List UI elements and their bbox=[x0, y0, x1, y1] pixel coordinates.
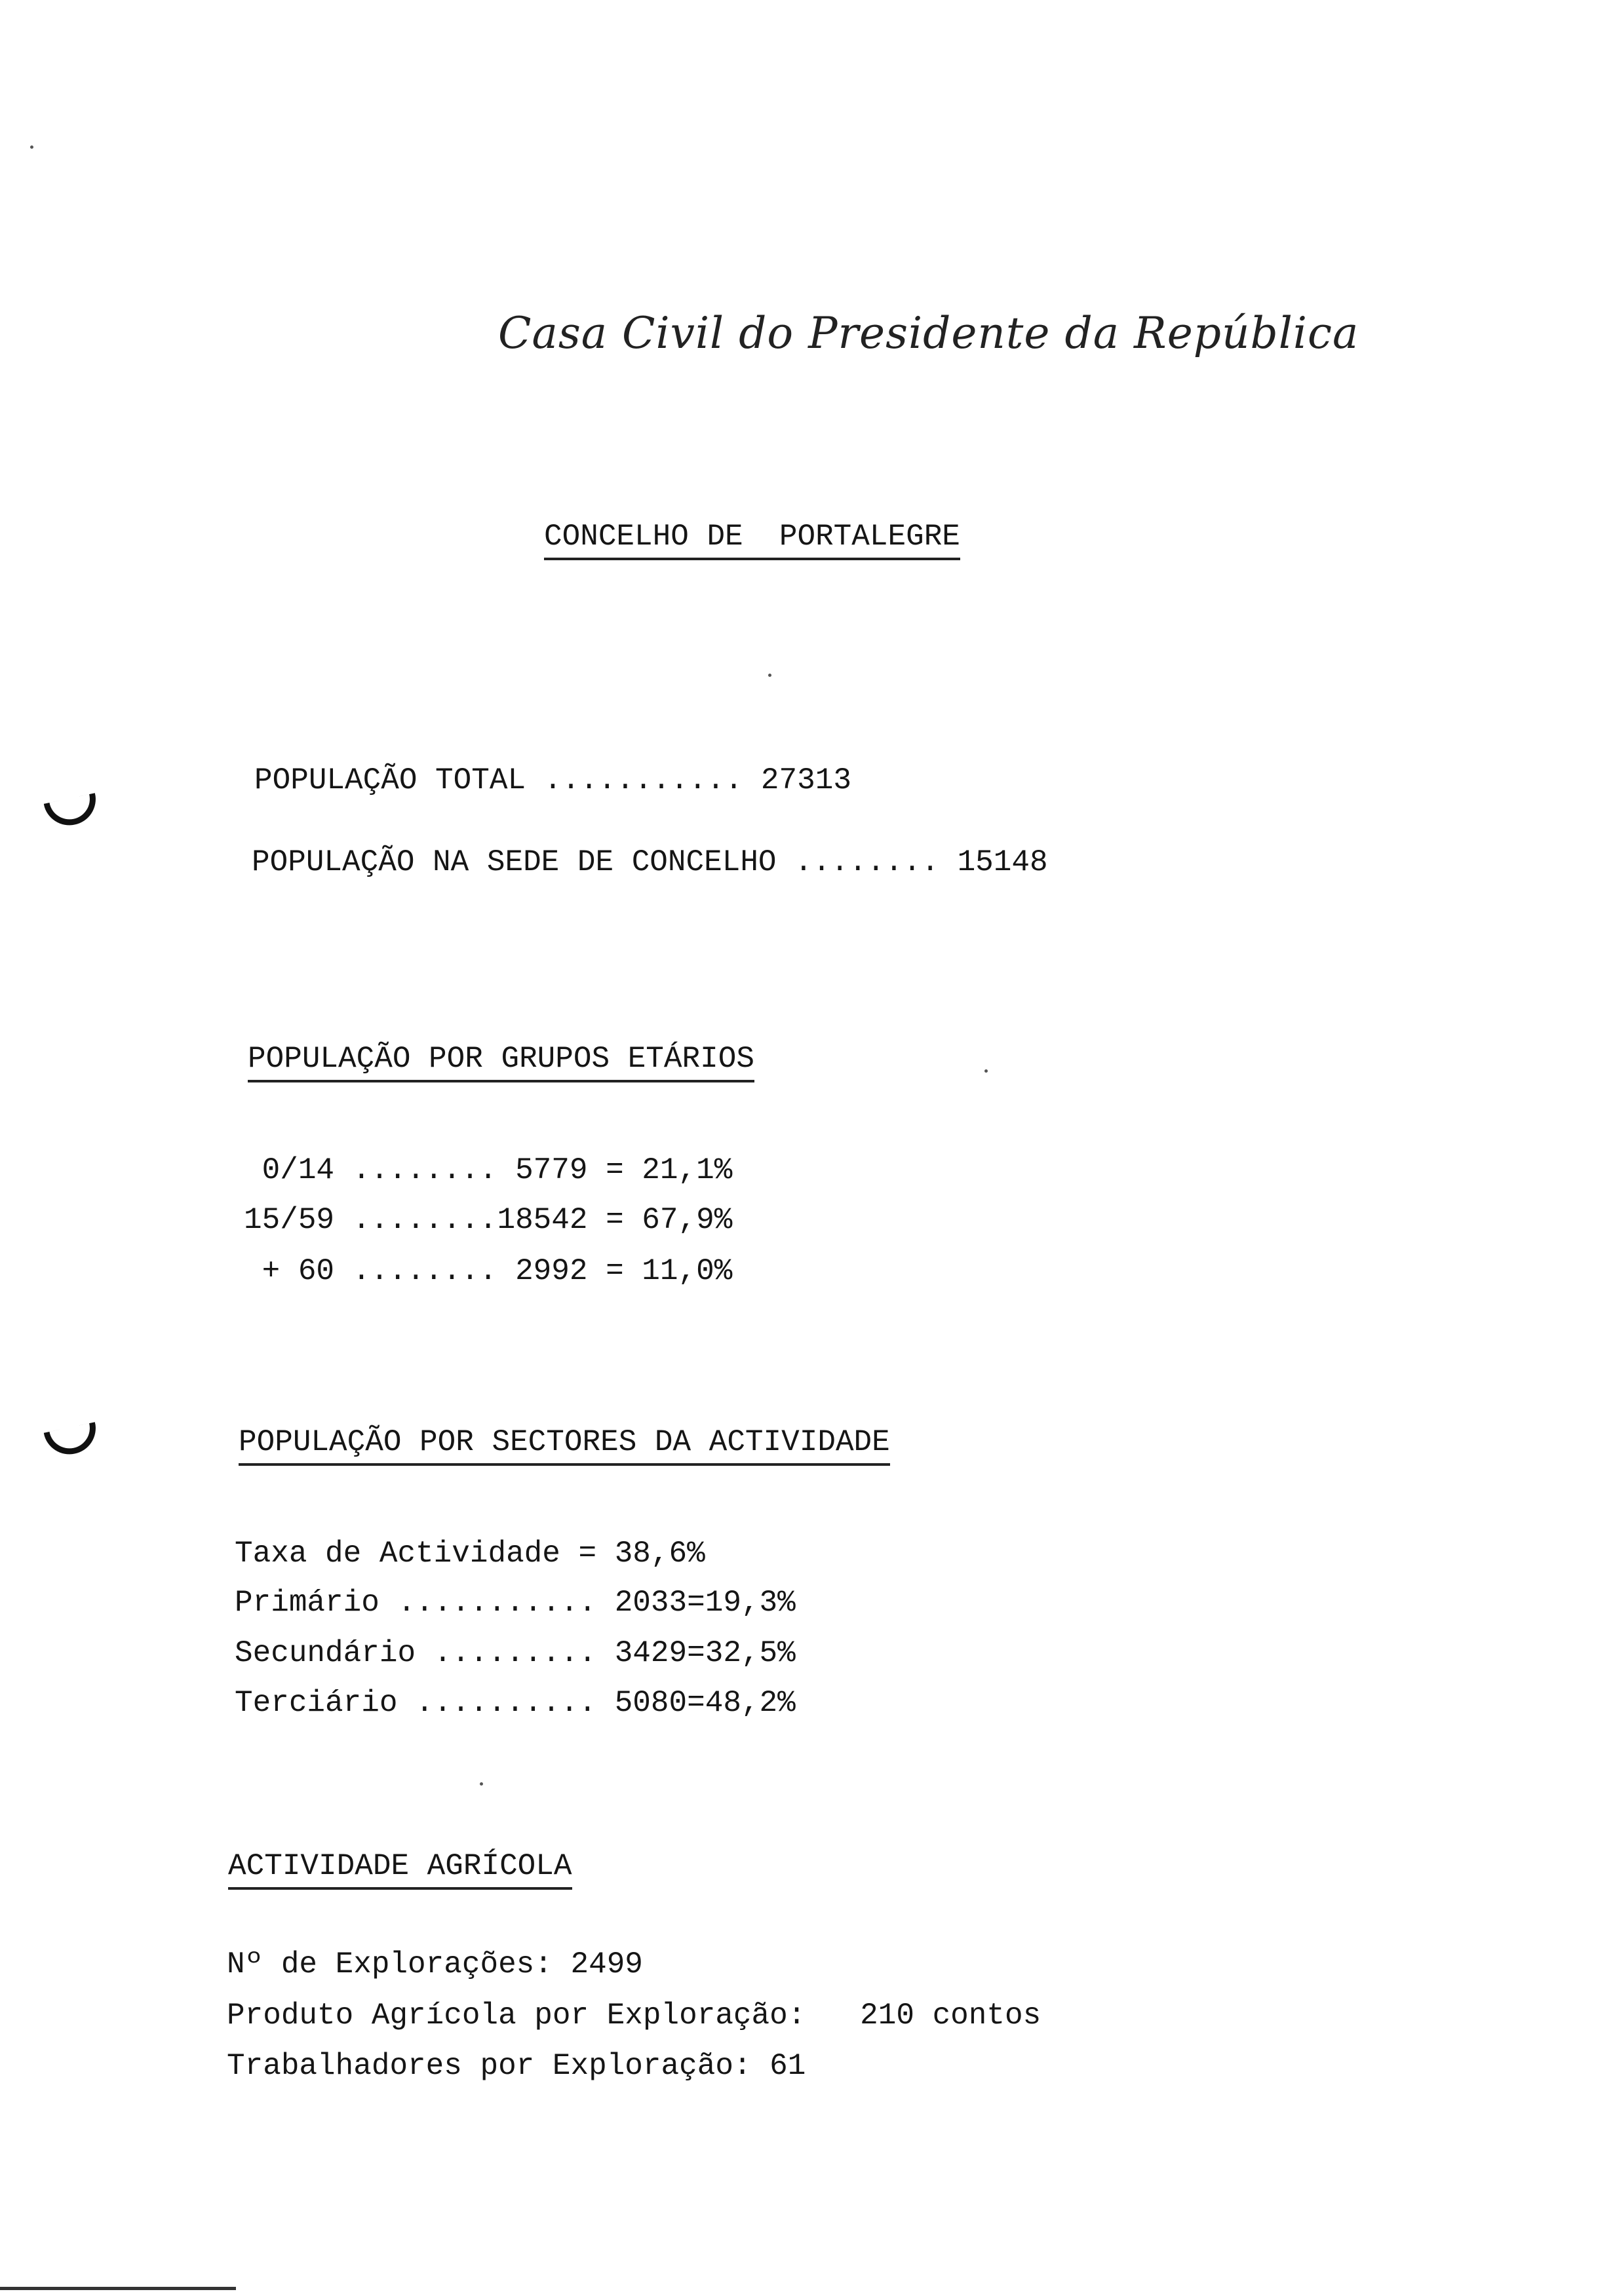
sector-row: Secundário ......... 3429=32,5% bbox=[235, 1636, 796, 1670]
agriculture-heading: ACTIVIDADE AGRÍCOLA bbox=[228, 1849, 572, 1890]
speck bbox=[30, 145, 33, 149]
sectors-heading: POPULAÇÃO POR SECTORES DA ACTIVIDADE bbox=[239, 1425, 890, 1466]
sector-row: Primário ........... 2033=19,3% bbox=[235, 1586, 796, 1620]
speck bbox=[984, 1069, 988, 1073]
speck bbox=[480, 1782, 483, 1786]
speck bbox=[768, 674, 771, 677]
age-groups-heading: POPULAÇÃO POR GRUPOS ETÁRIOS bbox=[248, 1042, 754, 1082]
age-group-row: 15/59 ........18542 = 67,9% bbox=[244, 1203, 733, 1237]
page-title: CONCELHO DE PORTALEGRE bbox=[544, 520, 960, 560]
population-seat: POPULAÇÃO NA SEDE DE CONCELHO ........ 15148 bbox=[252, 845, 1048, 879]
agriculture-row: Nº de Explorações: 2499 bbox=[227, 1947, 643, 1981]
sector-row: Taxa de Actividade = 38,6% bbox=[235, 1537, 705, 1571]
age-group-row: 0/14 ........ 5779 = 21,1% bbox=[244, 1153, 733, 1187]
agriculture-row: Produto Agrícola por Exploração: 210 contos bbox=[227, 1999, 1041, 2033]
sector-row: Terciário .......... 5080=48,2% bbox=[235, 1686, 796, 1720]
agriculture-row: Trabalhadores por Exploração: 61 bbox=[227, 2049, 806, 2083]
population-total: POPULAÇÃO TOTAL ........... 27313 bbox=[254, 763, 851, 797]
age-group-row: + 60 ........ 2992 = 11,0% bbox=[244, 1254, 733, 1288]
letterhead: Casa Civil do Presidente da República bbox=[498, 308, 1359, 358]
check-mark-icon bbox=[44, 1422, 101, 1459]
bottom-rule bbox=[0, 2287, 236, 2290]
check-mark-icon bbox=[44, 793, 101, 830]
